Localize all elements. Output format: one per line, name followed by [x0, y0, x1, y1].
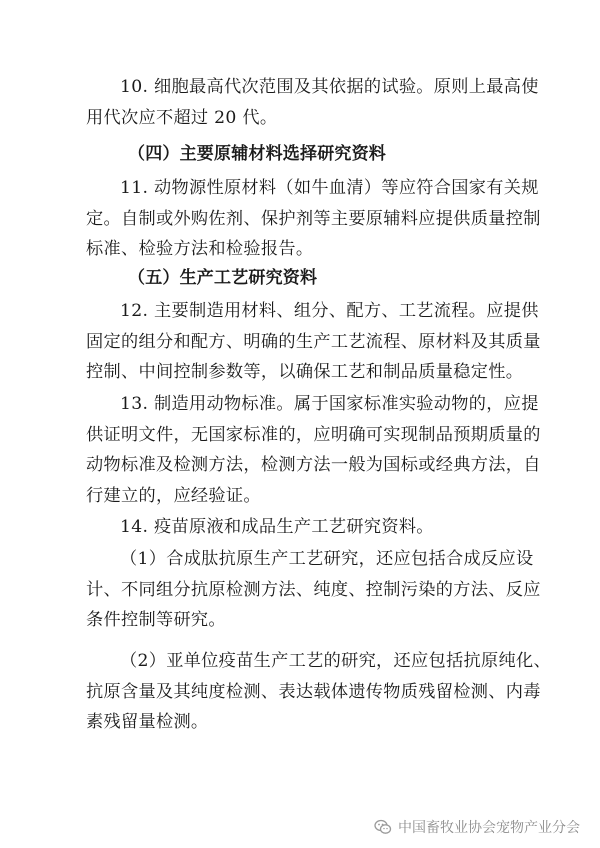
- paragraph-13: [86, 389, 541, 511]
- watermark-text: 中国畜牧业协会宠物产业分会: [398, 820, 580, 836]
- text-line: 动物标准及检测方法，检测方法一般为国标或经典方法，自: [86, 455, 541, 475]
- text-line: 10. 细胞最高代次范围及其依据的试验。原则上最高使: [120, 77, 539, 97]
- paragraph-14: [86, 512, 516, 543]
- text-line: 用代次应不超过 20 代。: [86, 107, 278, 128]
- text-line: （2）亚单位疫苗生产工艺的研究，还应包括抗原纯化、: [120, 651, 551, 671]
- section-heading-5: （五）生产工艺研究资料: [128, 268, 318, 288]
- paragraph-14-1: [86, 544, 541, 636]
- text-line: 行建立的，应经验证。: [86, 485, 261, 506]
- text-line: 标准、检验方法和检验报告。: [86, 239, 314, 259]
- text-line: 抗原含量及其纯度检测、表达载体遗传物质残留检测、内毒: [86, 681, 541, 702]
- text-line: 素残留量检测。: [86, 712, 209, 732]
- text-line: 条件控制等研究。: [86, 610, 226, 630]
- text-line: 11. 动物源性原材料（如牛血清）等应符合国家有关规: [120, 178, 539, 198]
- text-line: 供证明文件，无国家标准的，应明确可实现制品预期质量的: [86, 424, 541, 445]
- paragraph-14-2: [86, 646, 551, 738]
- text-line: 14. 疫苗原液和成品生产工艺研究资料。: [120, 517, 434, 537]
- text-line: 计、不同组分抗原检测方法、纯度、控制污染的方法、反应: [86, 579, 541, 600]
- text-line: （1）合成肽抗原生产工艺研究，还应包括合成反应设: [120, 549, 534, 569]
- text-line: 12. 主要制造用材料、组分、配方、工艺流程。应提供: [120, 301, 539, 321]
- text-line: 定。自制或外购佐剂、保护剂等主要原辅料应提供质量控制: [86, 208, 541, 229]
- wechat-icon: [374, 819, 392, 835]
- paragraph-10: [86, 72, 539, 133]
- text-line: 13. 制造用动物标准。属于国家标准实验动物的，应提: [120, 394, 539, 414]
- text-line: 固定的组分和配方、明确的生产工艺流程、原材料及其质量: [86, 331, 541, 352]
- section-heading-4: （四）主要原辅材料选择研究资料: [128, 144, 386, 164]
- paragraph-12: [86, 296, 541, 388]
- text-line: 控制、中间控制参数等，以确保工艺和制品质量稳定性。: [86, 362, 524, 382]
- paragraph-11: [86, 173, 541, 265]
- source-watermark: [374, 816, 580, 838]
